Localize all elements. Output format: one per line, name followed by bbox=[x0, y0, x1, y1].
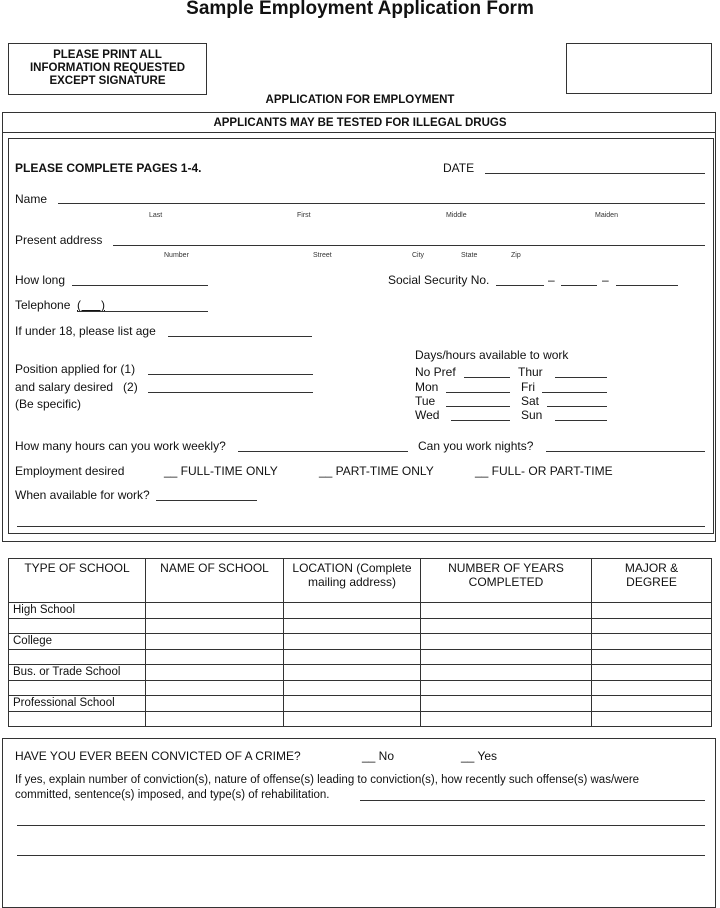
table-row bbox=[9, 649, 712, 665]
ssn-field-1[interactable] bbox=[496, 285, 544, 286]
available-field[interactable] bbox=[156, 500, 257, 501]
table-cell[interactable] bbox=[146, 696, 284, 712]
table-cell[interactable] bbox=[284, 680, 421, 696]
employment-label: Employment desired bbox=[15, 464, 125, 478]
table-row bbox=[9, 696, 712, 712]
nights-label: Can you work nights? bbox=[418, 439, 534, 453]
telephone-label: Telephone bbox=[15, 298, 71, 312]
col-type-of-school: TYPE OF SCHOOL bbox=[9, 559, 146, 603]
table-row bbox=[9, 603, 712, 619]
hours-weekly-label: How many hours can you work weekly? bbox=[15, 439, 226, 453]
table-cell[interactable] bbox=[421, 711, 592, 727]
option-full-time[interactable]: __ FULL-TIME ONLY bbox=[164, 464, 278, 478]
salary-label: and salary desired (2) bbox=[15, 380, 138, 394]
table-cell[interactable] bbox=[421, 680, 592, 696]
day-field[interactable] bbox=[451, 420, 510, 421]
table-cell[interactable] bbox=[592, 711, 712, 727]
day-field[interactable] bbox=[555, 377, 607, 378]
date-label: DATE bbox=[443, 161, 475, 175]
crime-explain-field[interactable] bbox=[17, 825, 705, 826]
crime-explain-field[interactable] bbox=[360, 800, 705, 801]
school-type-cell: High School bbox=[9, 603, 146, 619]
address-part-label: City bbox=[412, 252, 425, 259]
table-cell[interactable] bbox=[592, 696, 712, 712]
table-cell[interactable] bbox=[421, 649, 592, 665]
instructions: PLEASE COMPLETE PAGES 1-4. bbox=[15, 161, 202, 175]
crime-section-frame bbox=[2, 738, 716, 908]
telephone-field[interactable] bbox=[77, 311, 208, 312]
address-field[interactable] bbox=[113, 245, 705, 246]
ssn-field-3[interactable] bbox=[616, 285, 678, 286]
table-cell[interactable] bbox=[421, 665, 592, 681]
col-major-degree: MAJOR & DEGREE bbox=[592, 559, 712, 603]
table-cell[interactable] bbox=[592, 665, 712, 681]
nights-field[interactable] bbox=[546, 451, 705, 452]
crime-explain-text: If yes, explain number of conviction(s), nature of offense(s) leading to conviction(s), how recently such offense(s) was/were bbox=[15, 774, 640, 786]
table-cell[interactable] bbox=[146, 618, 284, 634]
telephone-area-code: ( ) bbox=[77, 298, 105, 312]
hours-weekly-field[interactable] bbox=[238, 451, 408, 452]
table-cell[interactable] bbox=[146, 711, 284, 727]
day-label: Thur bbox=[518, 365, 543, 379]
subtitle: APPLICATION FOR EMPLOYMENT bbox=[265, 94, 455, 106]
table-cell[interactable] bbox=[284, 649, 421, 665]
option-part-time[interactable]: __ PART-TIME ONLY bbox=[319, 464, 434, 478]
table-cell[interactable] bbox=[284, 603, 421, 619]
school-type-cell bbox=[9, 680, 146, 696]
day-label: Mon bbox=[415, 380, 439, 394]
school-type-cell bbox=[9, 711, 146, 727]
notice-line: PLEASE PRINT ALL bbox=[53, 49, 162, 61]
name-label: Name bbox=[15, 192, 48, 206]
table-cell[interactable] bbox=[592, 618, 712, 634]
address-part-label: Zip bbox=[511, 252, 521, 259]
page-title: Sample Employment Application Form bbox=[186, 0, 534, 19]
col-name-of-school: NAME OF SCHOOL bbox=[146, 559, 284, 603]
how-long-label: How long bbox=[15, 273, 66, 287]
day-label: Sat bbox=[521, 394, 540, 408]
school-type-cell: Bus. or Trade School bbox=[9, 665, 146, 681]
day-label: Wed bbox=[415, 408, 440, 422]
age-label: If under 18, please list age bbox=[15, 324, 156, 338]
name-part-label: First bbox=[297, 212, 311, 219]
address-part-label: Number bbox=[164, 252, 189, 259]
available-label: When available for work? bbox=[15, 488, 150, 502]
table-cell[interactable] bbox=[284, 696, 421, 712]
ssn-field-2[interactable] bbox=[561, 285, 597, 286]
ssn-dash: – bbox=[602, 273, 609, 287]
table-cell[interactable] bbox=[284, 618, 421, 634]
table-row bbox=[9, 618, 712, 634]
table-cell[interactable] bbox=[284, 711, 421, 727]
table-cell[interactable] bbox=[284, 665, 421, 681]
day-field[interactable] bbox=[555, 420, 607, 421]
day-field[interactable] bbox=[464, 377, 510, 378]
table-cell[interactable] bbox=[592, 680, 712, 696]
school-type-cell bbox=[9, 649, 146, 665]
be-specific-label: (Be specific) bbox=[15, 397, 82, 411]
address-part-label: State bbox=[461, 252, 478, 259]
option-full-or-part-time[interactable]: __ FULL- OR PART-TIME bbox=[475, 464, 613, 478]
day-field[interactable] bbox=[547, 406, 607, 407]
day-label: Sun bbox=[521, 408, 543, 422]
table-cell[interactable] bbox=[592, 649, 712, 665]
ssn-label: Social Security No. bbox=[388, 273, 490, 287]
name-part-label: Last bbox=[149, 212, 163, 219]
day-field[interactable] bbox=[542, 392, 607, 393]
age-field[interactable] bbox=[168, 336, 312, 337]
name-part-label: Maiden bbox=[595, 212, 618, 219]
crime-no-option[interactable]: __ No bbox=[362, 749, 395, 763]
days-title: Days/hours available to work bbox=[415, 348, 569, 362]
day-label: No Pref bbox=[415, 365, 456, 379]
school-type-cell: College bbox=[9, 634, 146, 650]
table-cell[interactable] bbox=[146, 680, 284, 696]
name-part-label: Middle bbox=[446, 212, 467, 219]
col-years-completed: NUMBER OF YEARS COMPLETED bbox=[421, 559, 592, 603]
school-type-cell: Professional School bbox=[9, 696, 146, 712]
address-label: Present address bbox=[15, 233, 103, 247]
col-location: LOCATION (Complete mailing address) bbox=[284, 559, 421, 603]
ssn-dash: – bbox=[548, 273, 555, 287]
table-cell[interactable] bbox=[284, 634, 421, 650]
how-long-field[interactable] bbox=[72, 285, 208, 286]
table-cell[interactable] bbox=[146, 634, 284, 650]
day-field[interactable] bbox=[446, 406, 510, 407]
table-cell[interactable] bbox=[146, 603, 284, 619]
table-cell[interactable] bbox=[146, 665, 284, 681]
office-use-box bbox=[566, 43, 712, 94]
table-row bbox=[9, 634, 712, 650]
table-cell[interactable] bbox=[421, 618, 592, 634]
name-field[interactable] bbox=[58, 203, 705, 204]
crime-explain-text: committed, sentence(s) imposed, and type(s) of rehabilitation. bbox=[15, 789, 330, 801]
divider bbox=[2, 132, 716, 133]
table-row bbox=[9, 711, 712, 727]
table-cell[interactable] bbox=[421, 603, 592, 619]
position-label: Position applied for (1) bbox=[15, 362, 136, 376]
print-notice-box bbox=[8, 43, 207, 95]
date-field[interactable] bbox=[485, 173, 705, 174]
crime-explain-field[interactable] bbox=[17, 855, 705, 856]
notice-line: INFORMATION REQUESTED bbox=[29, 62, 186, 74]
table-cell[interactable] bbox=[421, 696, 592, 712]
school-type-cell bbox=[9, 618, 146, 634]
address-part-label: Street bbox=[313, 252, 332, 259]
crime-question: HAVE YOU EVER BEEN CONVICTED OF A CRIME? bbox=[15, 749, 301, 763]
extra-line[interactable] bbox=[17, 526, 705, 527]
notice-line: EXCEPT SIGNATURE bbox=[49, 75, 166, 87]
day-label: Tue bbox=[415, 394, 436, 408]
table-row bbox=[9, 665, 712, 681]
day-label: Fri bbox=[521, 380, 535, 394]
drug-notice: APPLICANTS MAY BE TESTED FOR ILLEGAL DRUGS bbox=[213, 117, 507, 129]
table-cell[interactable] bbox=[592, 603, 712, 619]
table-row bbox=[9, 680, 712, 696]
position-field-1[interactable] bbox=[148, 374, 313, 375]
day-field[interactable] bbox=[446, 392, 510, 393]
table-cell[interactable] bbox=[421, 634, 592, 650]
table-cell[interactable] bbox=[592, 634, 712, 650]
table-cell[interactable] bbox=[146, 649, 284, 665]
position-field-2[interactable] bbox=[148, 392, 313, 393]
crime-yes-option[interactable]: __ Yes bbox=[461, 749, 498, 763]
education-table bbox=[8, 558, 712, 727]
